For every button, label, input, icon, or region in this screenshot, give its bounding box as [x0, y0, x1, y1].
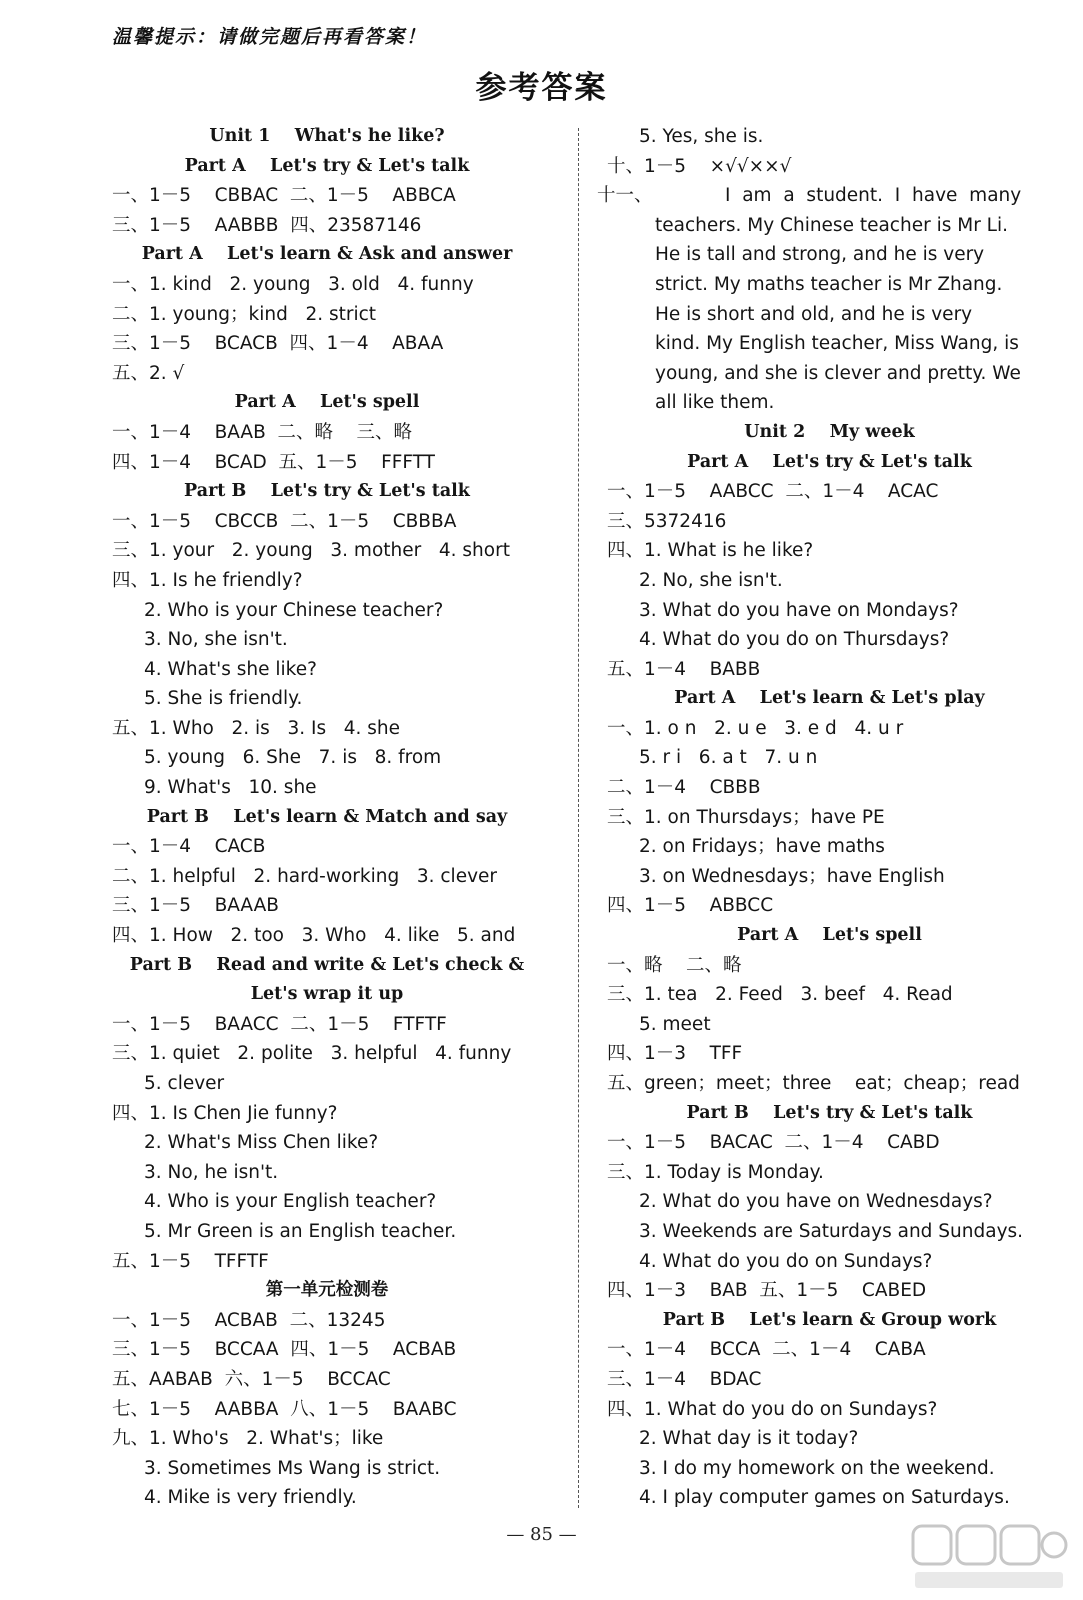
- left-heading: Part A Let's try & Let's talk: [184, 155, 470, 176]
- right-answer-line: 2. What day is it today?: [639, 1428, 859, 1450]
- right-answer-line: 3. What do you have on Mondays?: [639, 599, 959, 621]
- left-answer-line: 五、2. √: [112, 362, 185, 384]
- composition-line: teachers. My Chinese teacher is Mr Li.: [655, 214, 1009, 236]
- left-heading: Part A Let's learn & Ask and answer: [141, 244, 513, 265]
- composition-line: I am a student. I have many: [725, 185, 1022, 207]
- right-answer-line: 四、1. What is he like?: [607, 540, 814, 562]
- composition-line: all like them.: [655, 392, 775, 414]
- left-answer-line: 七、1－5 AABBA 八、1－5 BAABC: [112, 1398, 457, 1420]
- right-top-answer-line: 5. Yes, she is.: [639, 126, 764, 147]
- column-divider: [578, 128, 579, 1508]
- left-answer-line: 五、1. Who 2. is 3. Is 4. she: [112, 717, 401, 739]
- composition-text: [607, 181, 1052, 418]
- left-answer-line: 三、1－5 BAAAB: [112, 895, 279, 917]
- left-answer-line: 三、1－5 BCACB 四、1－4 ABAA: [112, 333, 444, 355]
- left-answer-line: 4. What's she like?: [144, 658, 317, 680]
- right-answer-line: 一、1. o n 2. u e 3. e d 4. u r: [607, 717, 904, 739]
- page-title: 参考答案: [475, 70, 608, 106]
- composition-block: [597, 181, 1052, 418]
- left-answer-line: 四、1－4 BCAD 五、1－5 FFFTT: [112, 451, 435, 473]
- left-answer-line: 5. clever: [144, 1073, 225, 1094]
- left-answer-line: 9. What's 10. she: [144, 777, 317, 799]
- left-answer-line: 一、1－5 CBCCB 二、1－5 CBBBA: [112, 510, 457, 532]
- left-heading: Let's wrap it up: [250, 984, 404, 1005]
- left-answer-line: 一、1－4 CACB: [112, 836, 266, 858]
- right-answer-line: 4. What do you do on Thursdays?: [639, 629, 950, 651]
- left-answer-line: 二、1. helpful 2. hard-working 3. clever: [112, 865, 498, 887]
- right-answer-line: 2. No, she isn't.: [639, 569, 783, 591]
- left-answer-line: 3. No, she isn't.: [144, 629, 288, 651]
- left-answer-line: 5. Mr Green is an English teacher.: [144, 1220, 457, 1242]
- right-lines: [607, 418, 1052, 1513]
- right-answer-line: 三、5372416: [607, 510, 727, 532]
- right-answer-line: 4. What do you do on Sundays?: [639, 1250, 933, 1272]
- right-heading: Part B Let's try & Let's talk: [686, 1102, 973, 1123]
- left-heading: Unit 1 What's he like?: [209, 126, 445, 146]
- right-answer-line: 3. I do my homework on the weekend.: [639, 1457, 995, 1479]
- left-answer-line: 一、1－5 BAACC 二、1－5 FTFTF: [112, 1013, 447, 1035]
- right-answer-line: 5. r i 6. a t 7. u n: [639, 747, 818, 769]
- left-heading: Part B Let's try & Let's talk: [184, 481, 470, 502]
- right-answer-line: 四、1－3 BAB 五、1－5 CABED: [607, 1280, 927, 1302]
- left-heading: Part A Let's spell: [234, 392, 420, 413]
- left-answer-line: 一、1－5 CBBAC 二、1－5 ABBCA: [112, 185, 456, 207]
- page-number: — 85 —: [506, 1524, 577, 1545]
- left-answer-line: 5. young 6. She 7. is 8. from: [144, 747, 442, 769]
- right-answer-line: 三、1－4 BDAC: [607, 1368, 762, 1390]
- left-answer-line: 2. Who is your Chinese teacher?: [144, 599, 444, 621]
- composition-line: He is short and old, and he is very: [655, 303, 973, 325]
- right-answer-line: 一、略 二、略: [607, 954, 742, 976]
- right-answer-line: 四、1. What do you do on Sundays?: [607, 1398, 938, 1420]
- left-answer-line: 4. Mike is very friendly.: [144, 1487, 357, 1509]
- reminder-banner: 温馨提示：请做完题后再看答案！: [112, 26, 428, 48]
- left-answer-line: 三、1－5 BCCAA 四、1－5 ACBAB: [112, 1339, 457, 1361]
- left-answer-line: 五、1－5 TFFTF: [112, 1250, 269, 1272]
- left-column: [112, 122, 542, 1513]
- right-answer-line: 三、1. tea 2. Feed 3. beef 4. Read: [607, 984, 953, 1006]
- left-answer-line: 3. No, he isn't.: [144, 1161, 279, 1183]
- left-heading: 第一单元检测卷: [265, 1280, 389, 1301]
- left-answer-line: 四、1. Is he friendly?: [112, 569, 303, 591]
- left-heading: Part B Read and write & Let's check &: [129, 954, 525, 975]
- left-answer-line: 四、1. How 2. too 3. Who 4. like 5. and: [112, 925, 516, 947]
- right-answer-line: 三、1. on Thursdays；have PE: [607, 806, 885, 828]
- left-answer-line: 4. Who is your English teacher?: [144, 1191, 437, 1213]
- composition-line: strict. My maths teacher is Mr Zhang.: [655, 273, 1003, 295]
- right-heading: Part A Let's spell: [737, 925, 922, 946]
- composition-line: kind. My English teacher, Miss Wang, is: [655, 333, 1019, 355]
- right-heading: Part A Let's learn & Let's play: [674, 688, 985, 709]
- right-answer-line: 一、1－4 BCCA 二、1－4 CABA: [607, 1339, 926, 1361]
- right-top-lines: [607, 122, 1052, 181]
- left-answer-line: 一、1－5 ACBAB 二、13245: [112, 1309, 386, 1331]
- left-answer-line: 5. She is friendly.: [144, 688, 303, 710]
- left-heading: Part B Let's learn & Match and say: [146, 806, 508, 827]
- right-heading: Unit 2 My week: [744, 421, 915, 442]
- right-answer-line: 2. on Fridays；have maths: [639, 836, 885, 858]
- right-answer-line: 五、green；meet；three eat；cheap；read: [607, 1073, 1020, 1094]
- right-answer-line: 二、1－4 CBBB: [607, 777, 761, 799]
- left-answer-line: 3. Sometimes Ms Wang is strict.: [144, 1457, 441, 1479]
- right-answer-line: 一、1－5 BACAC 二、1－4 CABD: [607, 1132, 940, 1154]
- right-answer-line: 2. What do you have on Wednesdays?: [639, 1191, 993, 1213]
- composition-line: young, and she is clever and pretty. We: [655, 362, 1021, 384]
- left-answer-line: 二、1. young；kind 2. strict: [112, 303, 377, 325]
- left-answer-line: 三、1. your 2. young 3. mother 4. short: [112, 540, 510, 562]
- right-answer-line: 四、1－3 TFF: [607, 1043, 743, 1065]
- left-answer-line: 四、1. Is Chen Jie funny?: [112, 1102, 338, 1124]
- right-answer-line: 五、1－4 BABB: [607, 658, 761, 680]
- right-heading: Part A Let's try & Let's talk: [687, 451, 972, 472]
- left-answer-line: 2. What's Miss Chen like?: [144, 1132, 379, 1154]
- right-answer-line: 3. Weekends are Saturdays and Sundays.: [639, 1220, 1024, 1242]
- left-answer-line: 三、1－5 AABBB 四、23587146: [112, 214, 422, 236]
- right-heading: Part B Let's learn & Group work: [662, 1309, 997, 1330]
- right-answer-line: 三、1. Today is Monday.: [607, 1161, 824, 1183]
- left-answer-line: 一、1－4 BAAB 二、略 三、略: [112, 421, 413, 443]
- right-top-answer-line: 十、1－5 ×√√××√: [607, 155, 792, 177]
- right-answer-line: 5. meet: [639, 1013, 711, 1035]
- right-answer-line: 3. on Wednesdays；have English: [639, 865, 945, 887]
- left-answer-line: 五、AABAB 六、1－5 BCCAC: [112, 1368, 391, 1390]
- right-column: [597, 122, 1052, 1513]
- left-answer-line: 一、1. kind 2. young 3. old 4. funny: [112, 273, 474, 295]
- left-answer-line: 三、1. quiet 2. polite 3. helpful 4. funny: [112, 1043, 512, 1065]
- watermark-logo-icon: [909, 1520, 1069, 1594]
- composition-line: He is tall and strong, and he is very: [655, 244, 985, 266]
- right-answer-line: 四、1－5 ABBCC: [607, 895, 774, 917]
- composition-label: 十一、: [597, 185, 653, 207]
- right-answer-line: 4. I play computer games on Saturdays.: [639, 1487, 1010, 1509]
- left-answer-line: 九、1. Who's 2. What's；like: [112, 1428, 384, 1450]
- right-answer-line: 一、1－5 AABCC 二、1－4 ACAC: [607, 481, 939, 503]
